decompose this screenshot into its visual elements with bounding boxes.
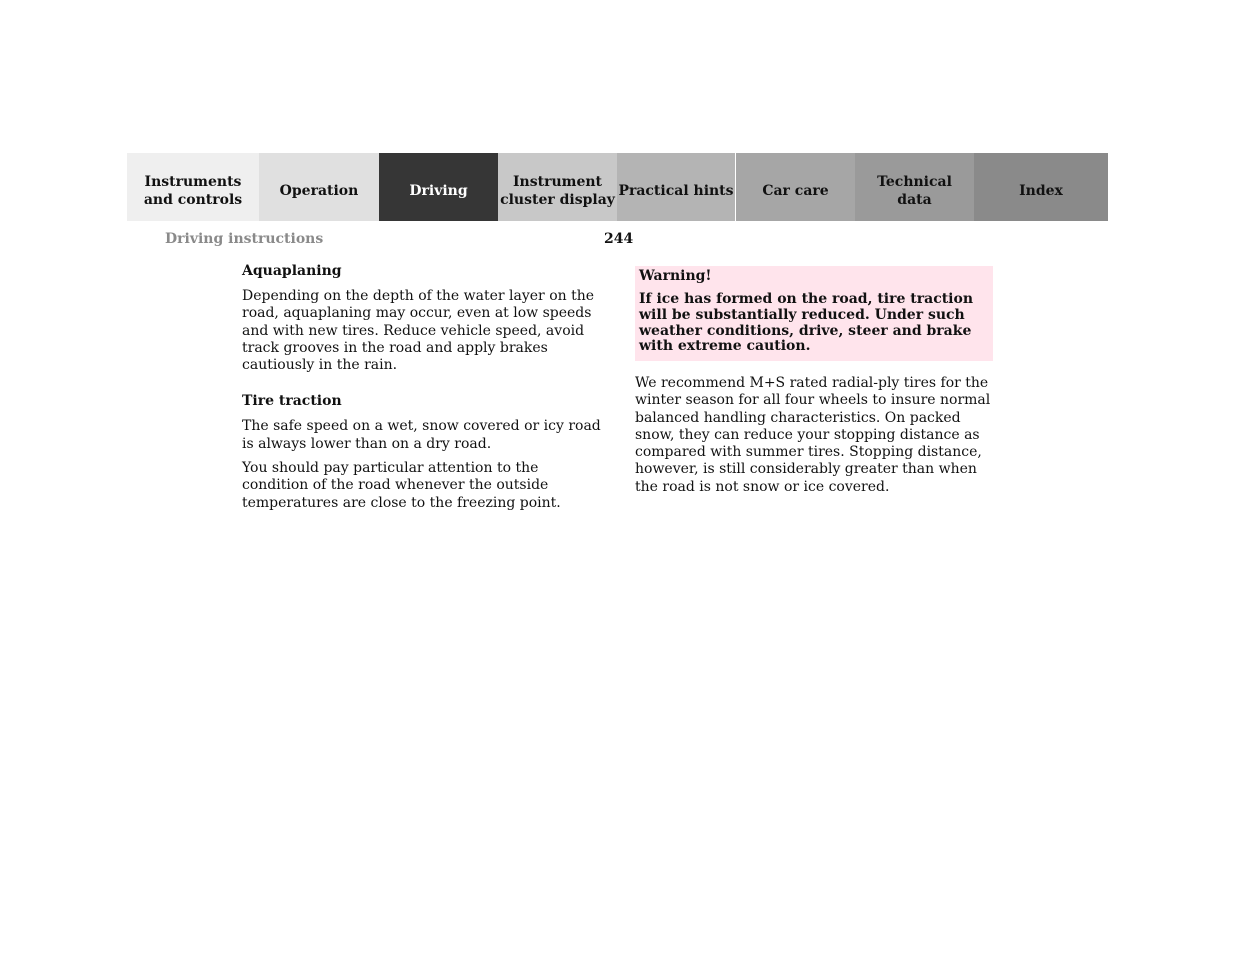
tire-traction-paragraph-1: The safe speed on a wet, snow covered or icy road is always lower than on a dry road. bbox=[242, 418, 601, 452]
warning-text: If ice has formed on the road, tire traction will be substantially reduced. Under such weather conditions, drive, steer and brake with extreme caution. bbox=[639, 291, 974, 355]
tab-car-care[interactable] bbox=[736, 153, 855, 221]
aquaplaning-heading: Aquaplaning bbox=[242, 263, 342, 279]
warning-box bbox=[635, 266, 993, 361]
tire-traction-paragraph-2: You should pay particular attention to the condition of the road whenever the outside temperatures are close to the freezing point. bbox=[242, 460, 561, 511]
aquaplaning-paragraph: Depending on the depth of the water layer on the road, aquaplaning may occur, even at low speeds and with new tires. Reduce vehicle speed, avoid track grooves in the road and apply brakes cautiously in the rain. bbox=[242, 288, 595, 374]
right-column bbox=[635, 375, 997, 496]
tab-label: Instruments and controls bbox=[143, 174, 243, 208]
left-column bbox=[242, 262, 604, 519]
tire-traction-heading: Tire traction bbox=[242, 393, 342, 410]
tab-label: Driving bbox=[409, 183, 468, 199]
tab-label: Technical data bbox=[877, 174, 952, 208]
chapter-tabs bbox=[127, 153, 1108, 221]
tab-label: Index bbox=[1019, 183, 1063, 199]
tab-index[interactable] bbox=[974, 153, 1108, 221]
winter-tires-paragraph: We recommend M+S rated radial-ply tires for the winter season for all four wheels to insure normal balanced handling characteristics. On packed snow, they can reduce your stopping distance as compared with summer tires. Stopping distance, however, is still considerably greater than when the road is not snow or ice covered. bbox=[635, 375, 991, 495]
tab-driving[interactable] bbox=[379, 153, 498, 221]
tab-instrument-cluster-display[interactable] bbox=[498, 153, 617, 221]
tab-label: Operation bbox=[279, 183, 359, 199]
tab-label: Car care bbox=[762, 183, 829, 199]
tab-practical-hints[interactable] bbox=[617, 153, 736, 221]
section-title: Driving instructions bbox=[165, 231, 324, 247]
tab-technical-data[interactable] bbox=[855, 153, 974, 221]
tab-label: Practical hints bbox=[618, 183, 734, 199]
tab-label: Instrument cluster display bbox=[500, 174, 615, 208]
page-number: 244 bbox=[604, 231, 634, 247]
tab-operation[interactable] bbox=[259, 153, 379, 221]
warning-title: Warning! bbox=[639, 268, 712, 284]
tab-instruments-and-controls[interactable] bbox=[127, 153, 259, 221]
